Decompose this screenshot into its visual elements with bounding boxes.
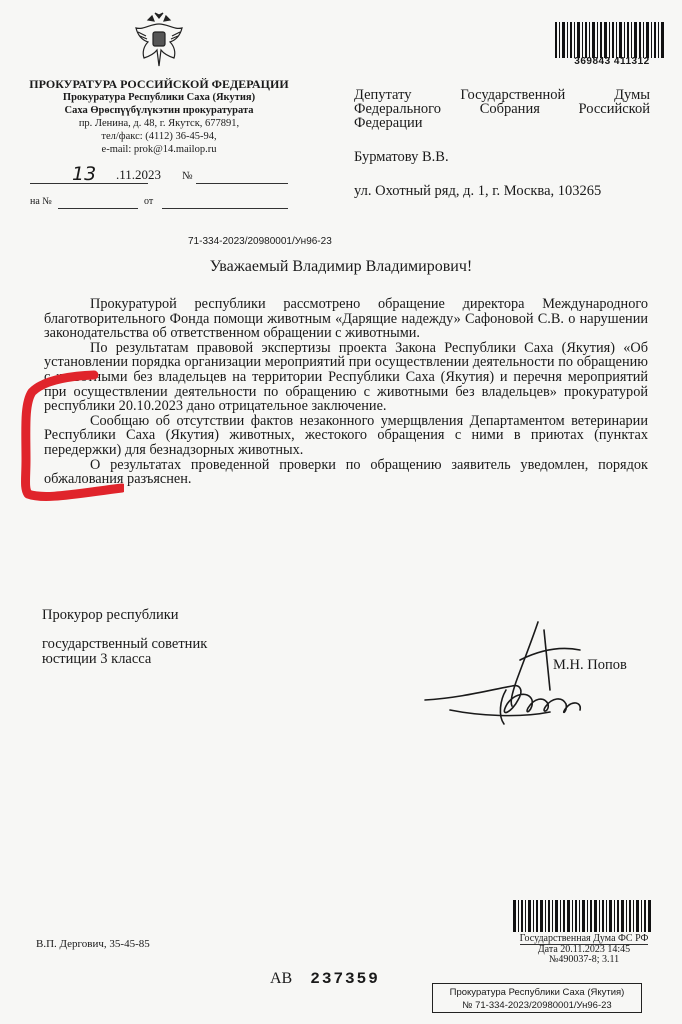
addressee-address: ул. Охотный ряд, д. 1, г. Москва, 103265 xyxy=(354,183,602,199)
org-phone: тел/факс: (4112) 36-45-94, xyxy=(101,131,217,142)
blank-series: АВ xyxy=(270,970,293,987)
org-subtitle: Прокуратура Республики Саха (Якутия) xyxy=(62,92,256,103)
date-line xyxy=(30,163,288,187)
reply-date-label: от xyxy=(144,196,154,207)
reference-number: 71-334-2023/20980001/Ун96-23 xyxy=(188,236,332,247)
org-header xyxy=(20,78,298,156)
org-title: ПРОКУРАТУРА РОССИЙСКОЙ ФЕДЕРАЦИИ xyxy=(29,77,289,91)
blank-number: 237359 xyxy=(310,970,380,988)
body-paragraph-1: Прокуратурой республики рассмотрено обращение директора Международного благотворительного Фонда помощи животным «Дарящие надежду» Сафоновой С.В. о нарушении законодательства об ответственном обращении с животными. xyxy=(44,296,648,342)
box-stamp-line-2: № 71-334-2023/20980001/Ун96-23 xyxy=(462,1000,612,1011)
addressee-name: Бурматову В.В. xyxy=(354,149,449,165)
red-bracket-annotation xyxy=(14,370,124,510)
reply-to-line xyxy=(30,196,288,214)
org-email: e-mail: prok@14.mailop.ru xyxy=(101,144,217,155)
blank-serial xyxy=(270,970,380,988)
date-printed: .11.2023 xyxy=(116,167,162,182)
handwritten-signature xyxy=(420,620,600,730)
signer-name: М.Н. Попов xyxy=(553,657,627,673)
reply-number-label: на № xyxy=(30,196,52,207)
date-handwritten: 13 xyxy=(72,163,97,185)
signer-rank-line-2: юстиции 3 класса xyxy=(42,650,152,667)
box-stamp-line-1: Прокуратура Республики Саха (Якутия) xyxy=(449,987,625,998)
signer-rank xyxy=(42,637,207,666)
org-address: пр. Ленина, д. 48, г. Якутск, 677891, xyxy=(78,118,240,129)
body-paragraph-4: О результатах проведенной проверки по обращению заявитель уведомлен, порядок обжалования разъяснен. xyxy=(44,456,648,488)
signer-rank-line-1: государственный советник xyxy=(42,636,208,652)
salutation: Уважаемый Владимир Владимирович! xyxy=(209,258,473,275)
duma-registration-stamp xyxy=(514,934,654,965)
duma-stamp-number: №490037-8; 3.11 xyxy=(548,954,620,965)
number-label: № xyxy=(182,170,193,182)
signer-title: Прокурор республики xyxy=(42,607,179,623)
executor-contact: В.П. Дергович, 35-45-85 xyxy=(36,938,150,950)
body-paragraph-2: По результатам правовой экспертизы проекта Закона Республики Саха (Якутия) «Об установлении порядка организации мероприятий при осуществлении деятельности по обращению с животными без владельцев на территории Республики Саха (Якутия) и перечня мероприятий при осуществлении деятельности по обращению с животными без владельцев» прокуратурой республики 20.10.2023 дано отрицательное заключение. xyxy=(44,339,648,415)
coat-of-arms-icon xyxy=(128,10,190,72)
duma-stamp-title: Государственная Дума ФС РФ xyxy=(519,933,649,944)
addressee-position: Депутату Государственной Думы Федерального Собрания Российской Федерации xyxy=(354,87,650,131)
body-paragraph-3: Сообщаю об отсутствии фактов незаконного умерщвления Департаментом ветеринарии Республики Саха (Якутия) животных, жестокого обращения с ними в приютах (пунктах передержки) для безнадзорных животных. xyxy=(44,412,648,458)
duma-stamp-date: Дата 20.11.2023 14:45 xyxy=(537,944,631,955)
prosecutor-registration-stamp xyxy=(432,983,642,1013)
addressee-block xyxy=(354,88,650,198)
barcode-icon xyxy=(513,900,653,932)
letter-body xyxy=(44,297,648,487)
barcode-icon xyxy=(555,22,665,58)
org-sakha-name: Саха Өрөспүүбүлүкэтин прокуратурата xyxy=(64,105,254,116)
barcode-number: 369843 411312 xyxy=(574,56,650,67)
